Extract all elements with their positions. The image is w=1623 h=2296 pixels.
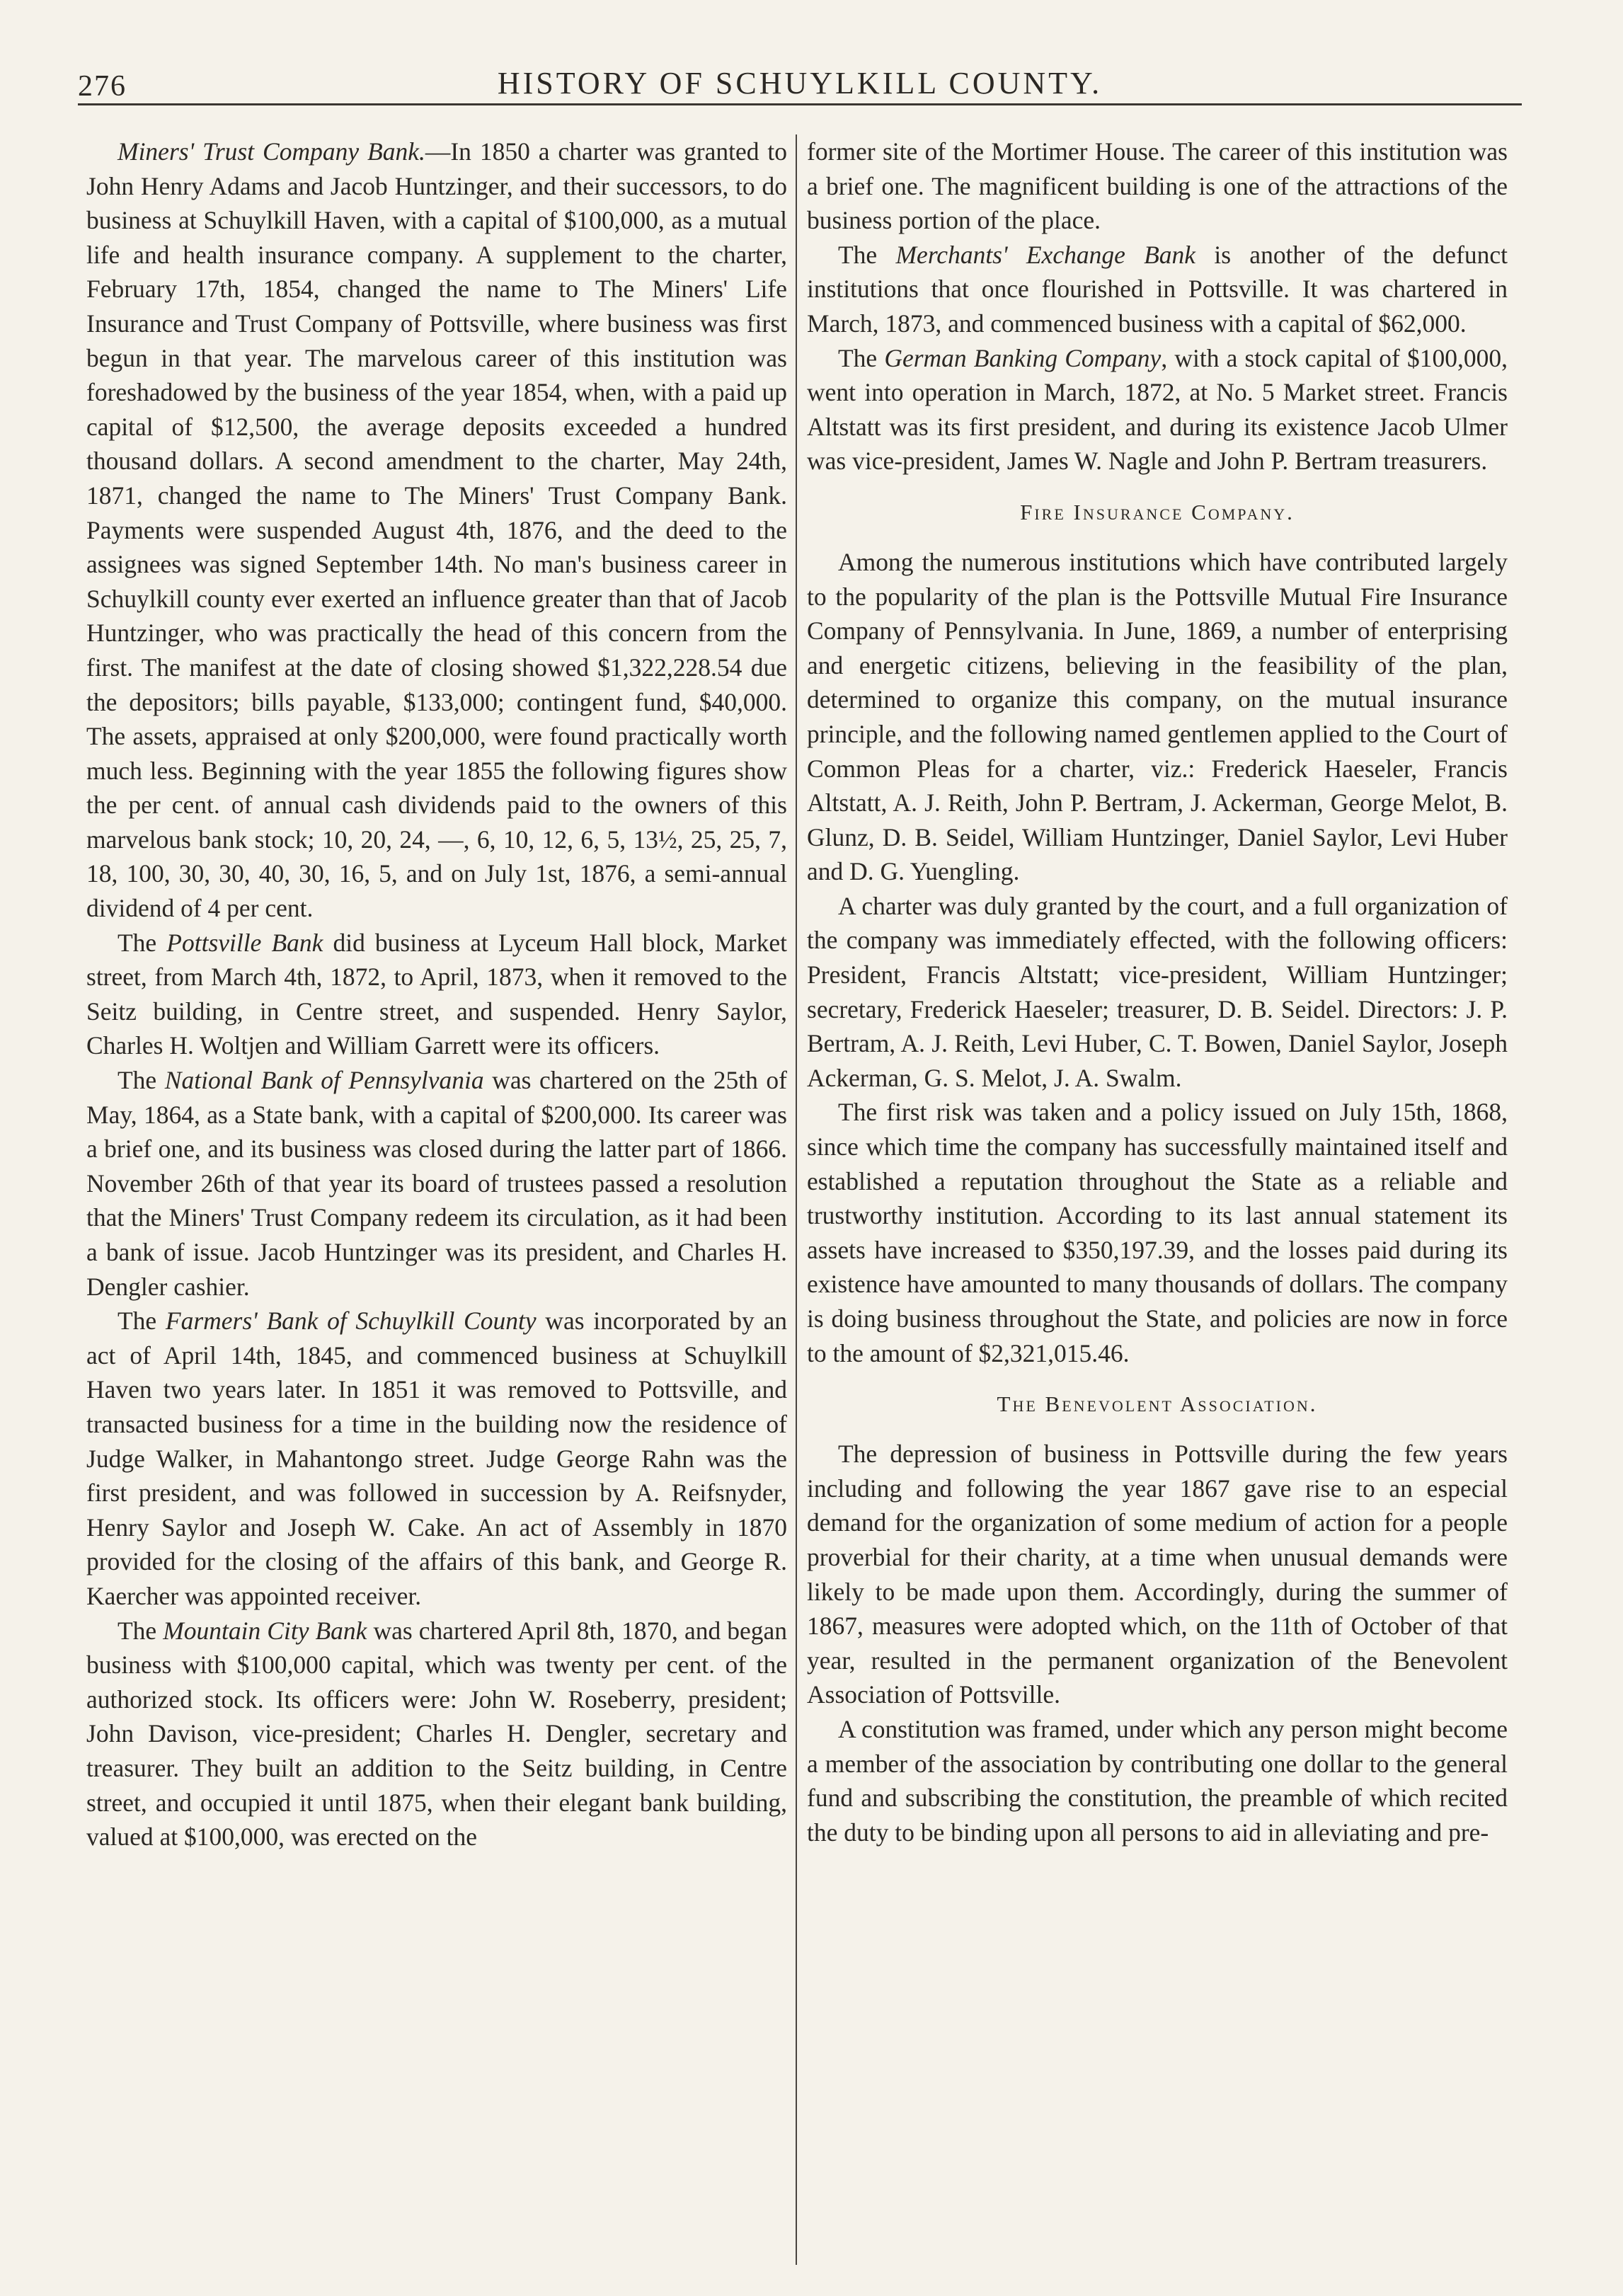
- running-title: HISTORY OF SCHUYLKILL COUNTY.: [497, 66, 1103, 101]
- header-rule: [78, 103, 1522, 105]
- paragraph-fire-2: A charter was duly granted by the court, and a full organization of the company was immediately effected, with the following officers: President, Francis Altstatt; vice-president, William Huntzinger; secretary, Frederick Haeseler; treasurer, D. B. Seidel. Directors: J. P. Bertram, A. J. Reith, Levi Huber, C. T. Bowen, Daniel Saylor, Joseph Ackerman, G. S. Melot, J. A. Swalm.: [807, 891, 1508, 1092]
- bank-title: Farmers' Bank of Schuylkill County: [165, 1307, 537, 1336]
- page-header: [78, 65, 1522, 115]
- paragraph-fire-3: The first risk was taken and a policy issued on July 15th, 1868, since which time the company has successfully maintained itself and established a reputation throughout the State as a reliable and trustworthy institution. According to its last annual statement its assets have increased to $350,197.39, and the losses paid during its existence have amounted to many thousands of dollars. The company is doing business throughout the State, and policies are now in force to the amount of $2,321,015.46.: [807, 1098, 1508, 1367]
- bank-title: Miners' Trust Company Bank.: [117, 137, 425, 166]
- left-column: [86, 134, 787, 1854]
- paragraph-national-bank: The National Bank of Pennsylvania was chartered on the 25th of May, 1864, as a State bank, with a capital of $200,000. Its career was a brief one, and its business was closed during the latter part of 1866. November 26th of that year its board of trustees passed a resolution that the Miners' Trust Company redeem its circulation, as it had been a bank of issue. Jacob Huntzinger was its president, and Charles H. Dengler cashier.: [86, 1066, 788, 1301]
- bank-title: Pottsville Bank: [166, 928, 323, 957]
- paragraph-benevolent-1: The depression of business in Pottsville during the few years including and following the year 1867 gave rise to an especial demand for the organization of some medium of action for a people proverbial for their charity, at a time when unusual demands were likely to be made upon them. Accordingly, during the summer of 1867, measures were adopted which, on the 11th of October of that year, resulted in the permanent organization of the Benevolent Association of Pottsville.: [807, 1440, 1508, 1709]
- bank-title: Merchants' Exchange Bank: [895, 240, 1196, 269]
- bank-title: National Bank of Pennsylvania: [164, 1066, 484, 1095]
- bank-title: Mountain City Bank: [163, 1616, 367, 1645]
- column-divider: [796, 134, 797, 2265]
- right-column: [807, 134, 1508, 1849]
- section-heading-fire-insurance: Fire Insurance Company.: [1020, 499, 1295, 524]
- paragraph-merchants-bank: The Merchants' Exchange Bank is another of the defunct institutions that once flourished in Pottsville. It was chartered in March, 1873, and commenced business with a capital of $62,000.: [807, 240, 1508, 338]
- page-number: 276: [78, 70, 127, 103]
- paragraph-continuation: former site of the Mortimer House. The career of this institution was a brief one. The magnificent building is one of the attractions of the business portion of the place.: [807, 137, 1508, 235]
- paragraph-mountain-city-bank: The Mountain City Bank was chartered April 8th, 1870, and began business with $100,000 capital, which was twenty per cent. of the authorized stock. Its officers were: John W. Roseberry, president; John Davison, vice-president; Charles H. Dengler, secretary and treasurer. They built an addition to the Seitz building, in Centre street, and occupied it until 1875, when their elegant bank building, valued at $100,000, was erected on the: [86, 1616, 788, 1852]
- paragraph-farmers-bank: The Farmers' Bank of Schuylkill County was incorporated by an act of April 14th, 1845, and commenced business at Schuylkill Haven two years later. In 1851 it was removed to Pottsville, and transacted business for a time in the building now the residence of Judge Walker, in Mahantongo street. Judge George Rahn was the first president, and was followed in succession by A. Reifsnyder, Henry Saylor and Joseph W. Cake. An act of Assembly in 1870 provided for the closing of the affairs of this bank, and George R. Kaercher was appointed receiver.: [86, 1307, 787, 1610]
- section-heading-benevolent: The Benevolent Association.: [997, 1391, 1318, 1417]
- paragraph-pottsville-bank: The Pottsville Bank did business at Lyceum Hall block, Market street, from March 4th, 1872, to April, 1873, when it removed to the Seitz building, in Centre street, and suspended. Henry Saylor, Charles H. Woltjen and William Garrett were its officers.: [86, 928, 787, 1060]
- paragraph-fire-1: Among the numerous institutions which have contributed largely to the popularity of the plan is the Pottsville Mutual Fire Insurance Company of Pennsylvania. In June, 1869, a number of enterprising and energetic citizens, believing in the feasibility of the plan, determined to organize this company, on the mutual insurance principle, and the following named gentlemen applied to the Court of Common Pleas for a charter, viz.: Frederick Haeseler, Francis Altstatt, A. J. Reith, John P. Bertram, J. Ackerman, George Melot, B. Glunz, D. B. Seidel, William Huntzinger, Daniel Saylor, Levi Huber and D. G. Yuengling.: [807, 547, 1508, 886]
- paragraph-benevolent-2: A constitution was framed, under which any person might become a member of the association by contributing one dollar to the general fund and subscribing the constitution, the preamble of which recited the duty to be binding upon all persons to aid in alleviating and pre-: [807, 1714, 1508, 1847]
- bank-title: German Banking Company: [884, 343, 1162, 372]
- paragraph-miners-trust: Miners' Trust Company Bank.—In 1850 a charter was granted to John Henry Adams and Jacob Huntzinger, and their successors, to do business at Schuylkill Haven, with a capital of $100,000, as a mutual life and health insurance company. A supplement to the charter, February 17th, 1854, changed the name to The Miners' Life Insurance and Trust Company of Pottsville, where business was first begun in that year. The marvelous career of this institution was foreshadowed by the business of the year 1854, when, with a paid up capital of $12,500, the average deposits exceeded a hundred thousand dollars. A second amendment to the charter, May 24th, 1871, changed the name to The Miners' Trust Company Bank. Payments were suspended August 4th, 1876, and the deed to the assignees was signed September 14th. No man's business career in Schuylkill county ever exerted an influence greater than that of Jacob Huntzinger, who was practically the head of this concern from the first. The manifest at the date of closing showed $1,322,228.54 due the depositors; bills payable, $133,000; contingent fund, $40,000. The assets, appraised at only $200,000, were found practically worth much less. Beginning with the year 1855 the following figures show the per cent. of annual cash dividends paid to the owners of this marvelous bank stock; 10, 20, 24, —, 6, 10, 12, 6, 5, 13½, 25, 25, 7, 18, 100, 30, 30, 40, 30, 16, 5, and on July 1st, 1876, a semi-annual dividend of 4 per cent.: [86, 137, 787, 923]
- paragraph-german-banking: The German Banking Company, with a stock capital of $100,000, went into operation in March, 1872, at No. 5 Market street. Francis Altstatt was its first president, and during its existence Jacob Ulmer was vice-president, James W. Nagle and John P. Bertram treasurers.: [807, 343, 1508, 476]
